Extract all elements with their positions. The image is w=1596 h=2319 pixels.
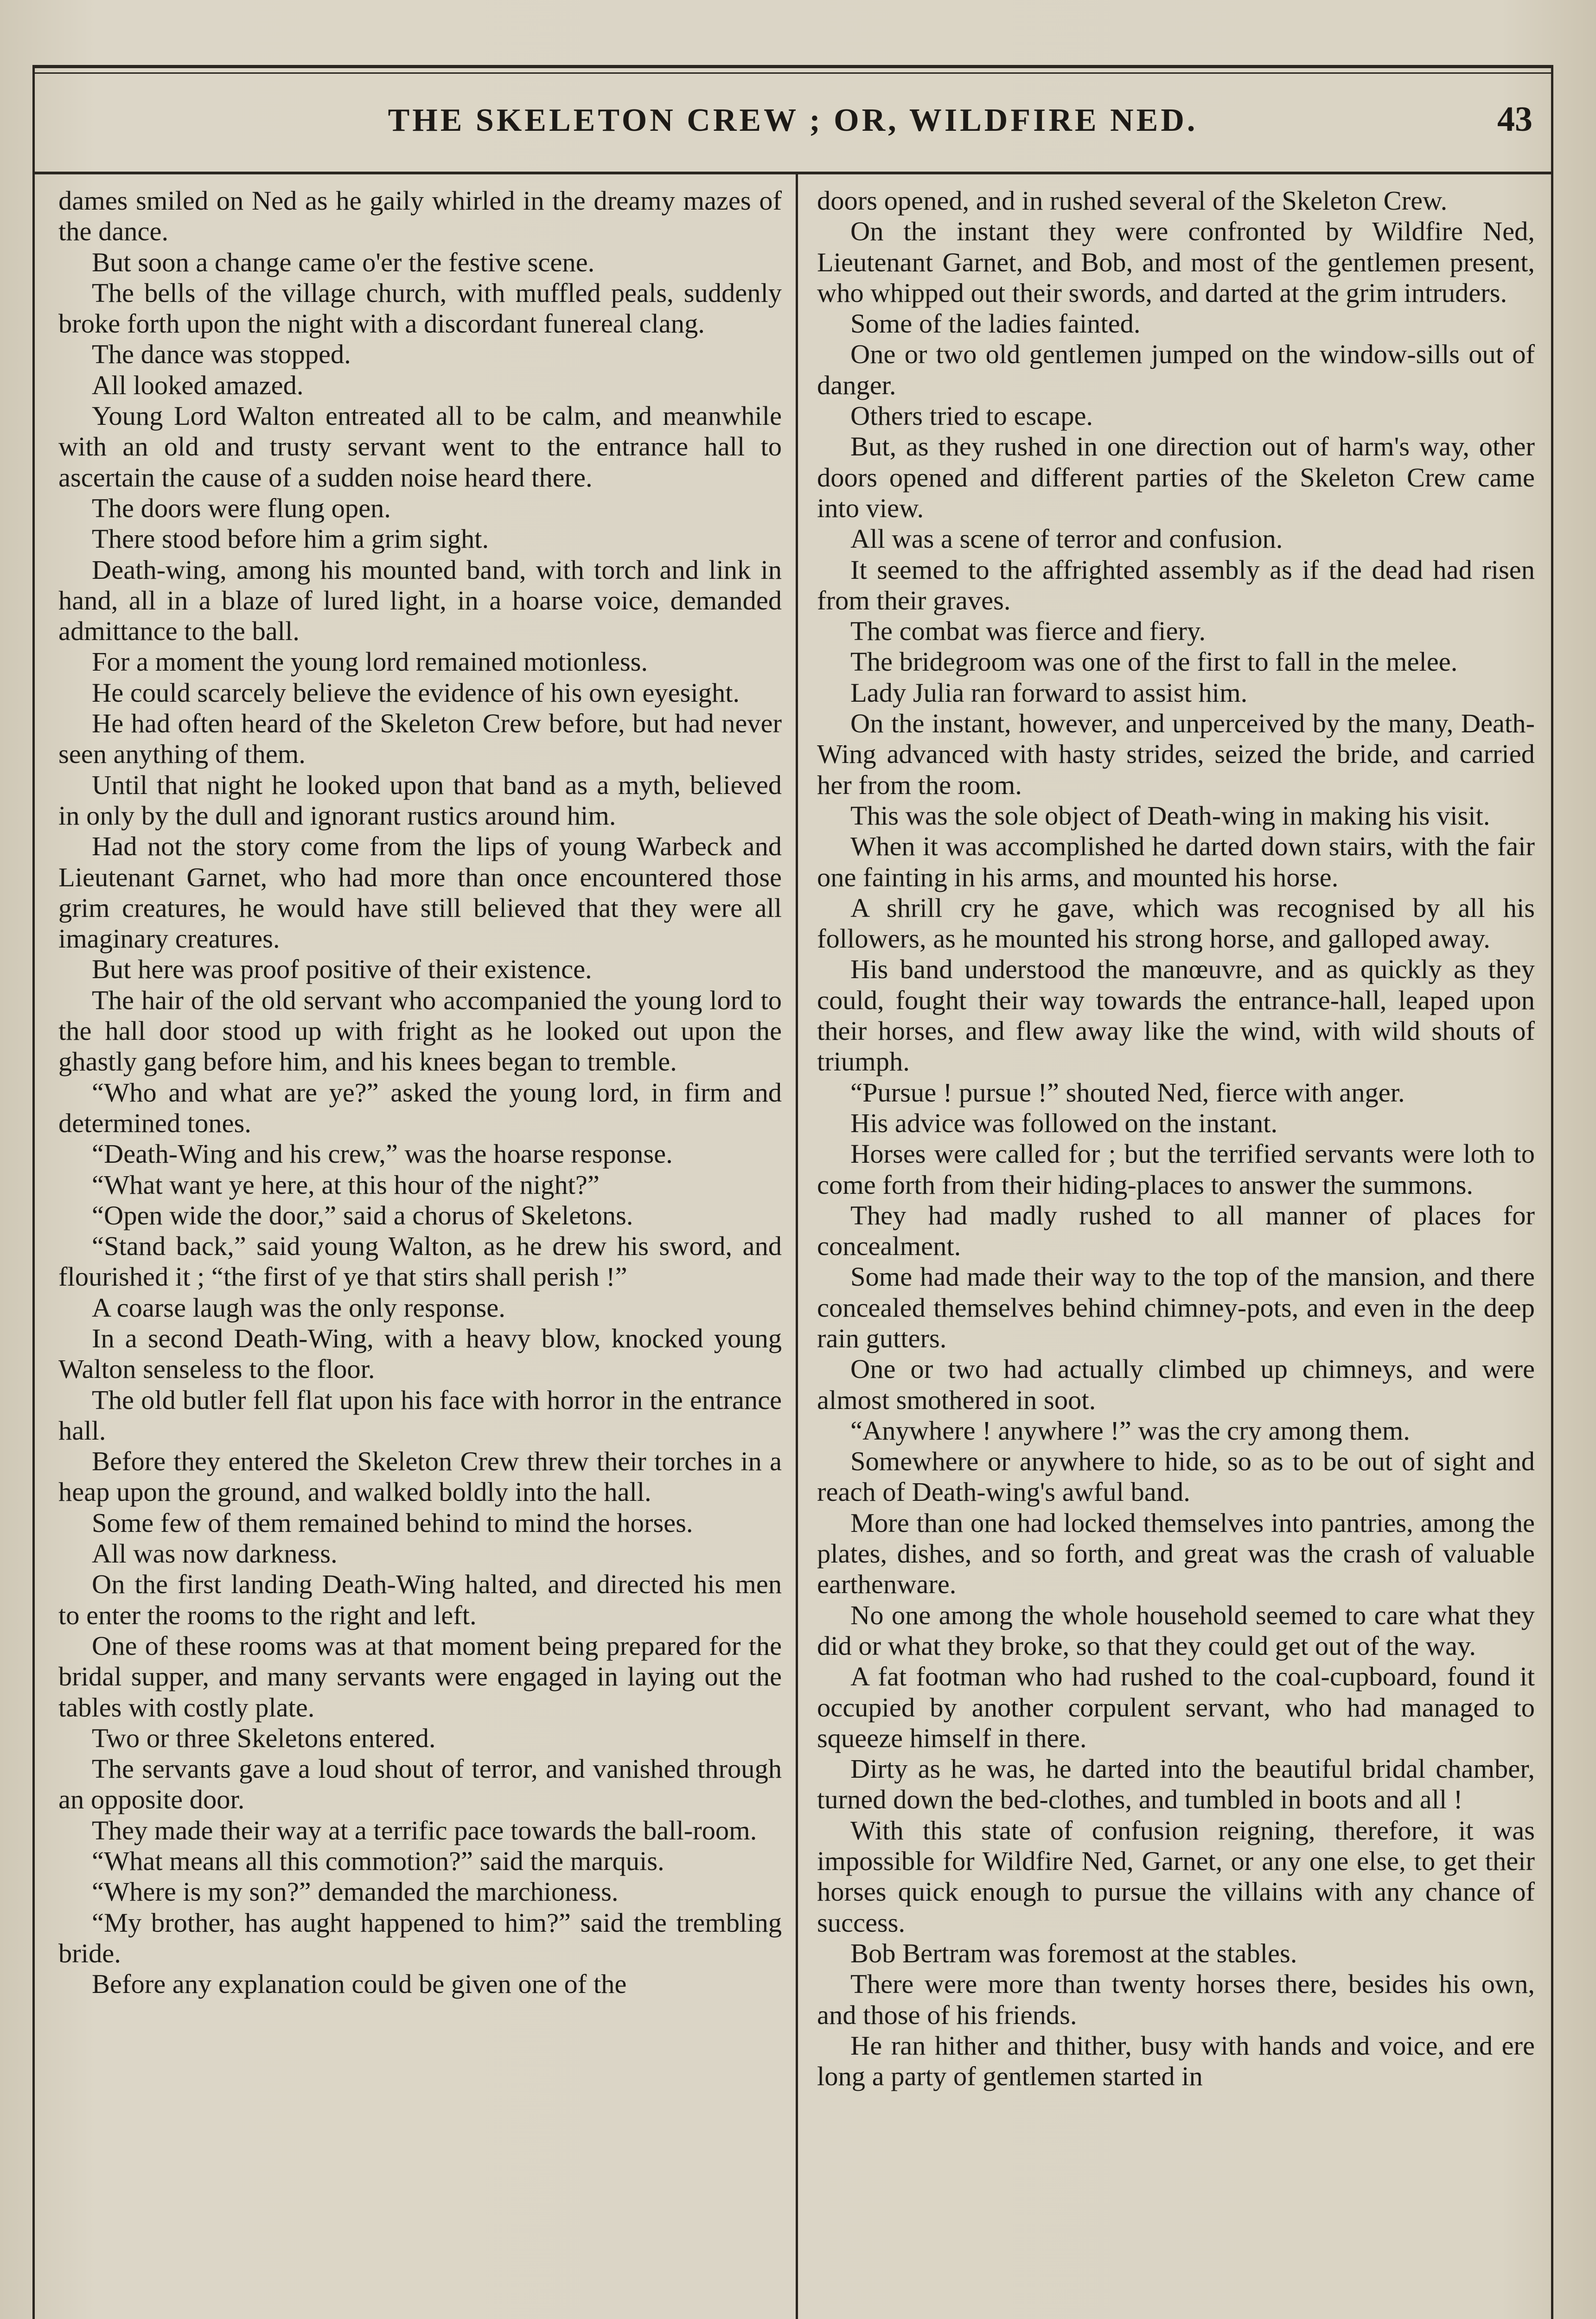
paragraph: Somewhere or anywhere to hide, so as to be out of sight and reach of Death-wing's awful band.	[817, 1446, 1535, 1507]
paragraph: Young Lord Walton entreated all to be calm, and meanwhile with an old and trusty servant went to the entrance hall to ascertain the cause of a sudden noise heard there.	[58, 401, 782, 493]
paragraph: All was a scene of terror and confusion.	[850, 524, 1283, 554]
paragraph: All was now darkness.	[92, 1538, 338, 1569]
page-number: 43	[1497, 100, 1532, 139]
paragraph: He ran hither and thither, busy with hands and voice, and ere long a party of gentlemen started in	[817, 2030, 1535, 2092]
paragraph: The servants gave a loud shout of terror, and vanished through an opposite door.	[58, 1754, 782, 1815]
paragraph: “Death-Wing and his crew,” was the hoarse response.	[92, 1139, 673, 1169]
paragraph: The hair of the old servant who accompanied the young lord to the hall door stood up with fright as he looked out upon the ghastly gang before him, and his knees began to tremble.	[58, 985, 782, 1077]
paragraph: The combat was fierce and fiery.	[850, 616, 1206, 647]
left-border-rule	[32, 65, 35, 2319]
paragraph: There were more than twenty horses there, besides his own, and those of his friends.	[817, 1969, 1535, 2030]
paragraph: One or two old gentlemen jumped on the window-sills out of danger.	[817, 339, 1535, 400]
paragraph: They had madly rushed to all manner of places for concealment.	[817, 1200, 1535, 1262]
paragraph: Two or three Skeletons entered.	[92, 1723, 436, 1753]
left-text-column	[58, 186, 782, 2000]
paragraph: Horses were called for ; but the terrified servants were loth to come forth from their hiding-places to answer the summons.	[817, 1139, 1535, 1200]
top-inner-rule	[32, 72, 1553, 74]
paragraph: One of these rooms was at that moment being prepared for the bridal supper, and many servants were engaged in laying out the tables with costly plate.	[58, 1630, 782, 1723]
paragraph: A shrill cry he gave, which was recognised by all his followers, as he mounted his strong horse, and galloped away.	[817, 892, 1535, 954]
paragraph: One or two had actually climbed up chimneys, and were almost smothered in soot.	[817, 1354, 1535, 1415]
paragraph: Dirty as he was, he darted into the beautiful bridal chamber, turned down the bed-clothes, and tumbled in boots and all !	[817, 1754, 1535, 1815]
paragraph: He had often heard of the Skeleton Crew before, but had never seen anything of them.	[58, 708, 782, 769]
paragraph: No one among the whole household seemed to care what they did or what they broke, so that they could get out of the way.	[817, 1600, 1535, 1661]
paragraph: “What means all this commotion?” said the marquis.	[92, 1846, 664, 1877]
right-text-column	[817, 186, 1535, 2092]
running-title: THE SKELETON CREW ; OR, WILDFIRE NED.	[388, 102, 1198, 138]
paragraph: Death-wing, among his mounted band, with torch and link in hand, all in a blaze of lured light, in a hoarse voice, demanded admittance to the ball.	[58, 554, 782, 647]
column-divider	[796, 174, 798, 2319]
right-border-rule	[1551, 65, 1553, 2319]
paragraph: On the instant, however, and unperceived by the many, Death-Wing advanced with hasty strides, seized the bride, and carried her from the room.	[817, 708, 1535, 800]
paragraph: “Stand back,” said young Walton, as he drew his sword, and flourished it ; “the first of ye that stirs shall perish !”	[58, 1231, 782, 1292]
paragraph: With this state of confusion reigning, therefore, it was impossible for Wildfire Ned, Garnet, or any one else, to get their horses quick enough to pursue the villains with any chance of success.	[817, 1815, 1535, 1938]
paragraph: On the instant they were confronted by Wildfire Ned, Lieutenant Garnet, and Bob, and most of the gentlemen present, who whipped out their swords, and darted at the grim intruders.	[817, 216, 1535, 308]
paragraph: Others tried to escape.	[850, 401, 1093, 431]
paragraph: A fat footman who had rushed to the coal-cupboard, found it occupied by another corpulent servant, who had managed to squeeze himself in there.	[817, 1661, 1535, 1753]
paragraph: A coarse laugh was the only response.	[92, 1292, 505, 1323]
paragraph: “What want ye here, at this hour of the night?”	[92, 1169, 600, 1200]
paragraph: “Open wide the door,” said a chorus of Skeletons.	[92, 1200, 633, 1230]
paragraph: “Who and what are ye?” asked the young lord, in firm and determined tones.	[58, 1077, 782, 1138]
paragraph: Before they entered the Skeleton Crew threw their torches in a heap upon the ground, and walked boldly into the hall.	[58, 1446, 782, 1507]
paragraph: On the first landing Death-Wing halted, and directed his men to enter the rooms to the right and left.	[58, 1569, 782, 1630]
header-rule	[32, 172, 1553, 174]
paragraph: Some had made their way to the top of the mansion, and there concealed themselves behind chimney-pots, and even in the deep rain gutters.	[817, 1262, 1535, 1353]
paragraph: For a moment the young lord remained motionless.	[92, 647, 648, 677]
paragraph: The old butler fell flat upon his face with horror in the entrance hall.	[58, 1384, 782, 1446]
paragraph: They made their way at a terrific pace towards the ball-room.	[92, 1815, 757, 1845]
paragraph: Some of the ladies fainted.	[850, 308, 1141, 339]
paragraph: More than one had locked themselves into pantries, among the plates, dishes, and so forth, and great was the crash of valuable earthenware.	[817, 1507, 1535, 1600]
paragraph: The bridegroom was one of the first to fall in the melee.	[850, 647, 1458, 677]
paragraph: Had not the story come from the lips of young Warbeck and Lieutenant Garnet, who had more than once encountered those grim creatures, he would have still believed that they were all imaginary creatures.	[58, 831, 782, 954]
paragraph: It seemed to the affrighted assembly as if the dead had risen from their graves.	[817, 554, 1535, 615]
paragraph: Before any explanation could be given one of the	[92, 1969, 627, 1999]
paragraph: “My brother, has aught happened to him?” said the trembling bride.	[58, 1907, 782, 1968]
paragraph: Lady Julia ran forward to assist him.	[850, 677, 1248, 708]
running-header	[35, 79, 1551, 169]
paragraph: His band understood the manœuvre, and as quickly as they could, fought their way towards the entrance-hall, leaped upon their horses, and flew away like the wind, with wild shouts of triumph.	[817, 954, 1535, 1077]
paragraph: In a second Death-Wing, with a heavy blow, knocked young Walton senseless to the floor.	[58, 1323, 782, 1384]
top-border-rule	[32, 65, 1553, 68]
paragraph: doors opened, and in rushed several of the Skeleton Crew.	[817, 186, 1448, 216]
paragraph: The doors were flung open.	[92, 493, 391, 523]
paragraph: When it was accomplished he darted down stairs, with the fair one fainting in his arms, and mounted his horse.	[817, 831, 1535, 892]
paragraph: Until that night he looked upon that band as a myth, believed in only by the dull and ignorant rustics around him.	[58, 769, 782, 831]
paragraph: “Pursue ! pursue !” shouted Ned, fierce with anger.	[850, 1077, 1405, 1108]
paragraph: He could scarcely believe the evidence of his own eyesight.	[92, 677, 740, 708]
paragraph: But soon a change came o'er the festive scene.	[92, 247, 595, 277]
paragraph: Bob Bertram was foremost at the stables.	[850, 1938, 1297, 1968]
paragraph: dames smiled on Ned as he gaily whirled in the dreamy mazes of the dance.	[58, 186, 782, 247]
paragraph: “Where is my son?” demanded the marchioness.	[92, 1877, 619, 1907]
paragraph: But here was proof positive of their existence.	[92, 954, 592, 985]
paragraph: The dance was stopped.	[92, 339, 351, 370]
paragraph: But, as they rushed in one direction out of harm's way, other doors opened and different parties of the Skeleton Crew came into view.	[817, 431, 1535, 523]
paragraph: This was the sole object of Death-wing in making his visit.	[850, 800, 1490, 831]
paragraph: All looked amazed.	[92, 370, 304, 400]
paragraph: “Anywhere ! anywhere !” was the cry among them.	[850, 1415, 1410, 1446]
paragraph: The bells of the village church, with muffled peals, suddenly broke forth upon the night with a discordant funereal clang.	[58, 277, 782, 339]
paragraph: His advice was followed on the instant.	[850, 1108, 1278, 1138]
paragraph: There stood before him a grim sight.	[92, 524, 489, 554]
paragraph: Some few of them remained behind to mind the horses.	[92, 1507, 693, 1538]
